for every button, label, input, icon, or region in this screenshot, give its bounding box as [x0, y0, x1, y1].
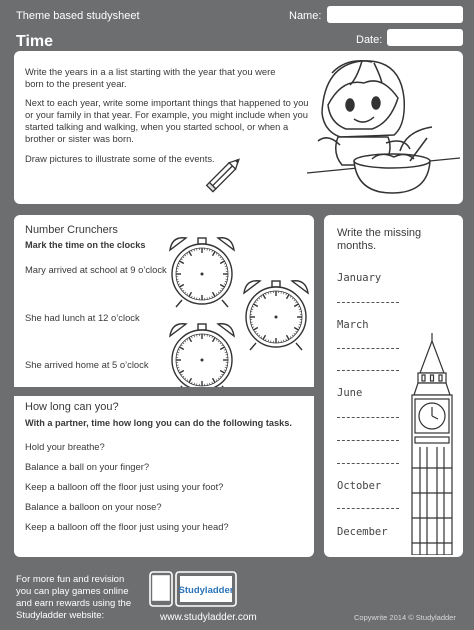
month-march: March [337, 319, 369, 331]
number-crunchers-heading: Number Crunchers [25, 224, 118, 236]
clock-tower-illustration [404, 333, 460, 555]
blank-line-1[interactable] [337, 302, 399, 303]
bell-right [292, 281, 308, 293]
clock-task-1: Mary arrived at school at 9 o’clock [25, 264, 167, 275]
copyright-text: Copywrite 2014 © Studyladder [354, 613, 456, 622]
task-3: Keep a balloon off the floor just using your foot? [25, 481, 224, 492]
task-4: Balance a balloon on your nose? [25, 501, 162, 512]
months-panel [324, 215, 463, 557]
how-long-heading: How long can you? [25, 401, 119, 413]
month-december: December [337, 526, 388, 538]
blank-line-6[interactable] [337, 463, 399, 464]
clock-center [201, 359, 204, 362]
bell-right [218, 238, 234, 250]
name-field[interactable] [327, 6, 463, 23]
task-5: Keep a balloon off the floor just using your head? [25, 521, 229, 532]
studyladder-logo-text: Studyladder [178, 585, 234, 596]
intro-panel [14, 51, 463, 204]
months-heading: Write the missing months. [337, 227, 422, 252]
alarm-clock-2[interactable] [236, 275, 316, 351]
blank-line-7[interactable] [337, 508, 399, 509]
pencil-icon [202, 151, 248, 197]
blank-line-5[interactable] [337, 440, 399, 441]
blank-line-2[interactable] [337, 348, 399, 349]
website-link[interactable]: www.studyladder.com [160, 612, 257, 623]
alarm-clock-3[interactable] [162, 318, 242, 394]
how-long-instruction: With a partner, time how long you can do the following tasks. [25, 418, 292, 428]
activities-panel [14, 215, 314, 557]
number-crunchers-instruction: Mark the time on the clocks [25, 240, 146, 250]
clock-task-2: She had lunch at 12 o’clock [25, 312, 140, 323]
blank-line-3[interactable] [337, 370, 399, 371]
blank-line-4[interactable] [337, 417, 399, 418]
clock-center [201, 273, 204, 276]
intro-paragraph-1: Write the years in a a list starting with the year that you were born to the present year. [25, 66, 276, 89]
month-january: January [337, 272, 382, 284]
name-label: Name: [289, 10, 322, 22]
sheet-subtitle: Theme based studysheet [16, 10, 140, 22]
bell-left [170, 238, 186, 250]
task-1: Hold your breathe? [25, 441, 105, 452]
month-june: June [337, 387, 363, 399]
bell-right [218, 324, 234, 336]
task-2: Balance a ball on your finger? [25, 461, 150, 472]
devices-icon [148, 570, 240, 608]
clock-center [275, 316, 278, 319]
alarm-clock-1[interactable] [162, 232, 242, 308]
date-field[interactable] [387, 29, 463, 46]
date-label: Date: [356, 34, 383, 46]
section-divider [14, 387, 314, 396]
intro-paragraph-2: Next to each year, write some important things that happened to you or your family in that year. For example, you might include when you started talking and walking, when you started school, or when a brother or sister was born. [25, 97, 309, 144]
promo-text: For more fun and revision you can play games online and earn rewards using the Studyladder website: [16, 574, 132, 621]
month-october: October [337, 480, 382, 492]
bell-left [244, 281, 260, 293]
intro-paragraph-3: Draw pictures to illustrate some of the events. [25, 153, 215, 164]
bell-left [170, 324, 186, 336]
clock-task-3: She arrived home at 5 o’clock [25, 359, 149, 370]
girl-mixing-illustration [302, 53, 460, 203]
page-title: Time [16, 33, 54, 50]
